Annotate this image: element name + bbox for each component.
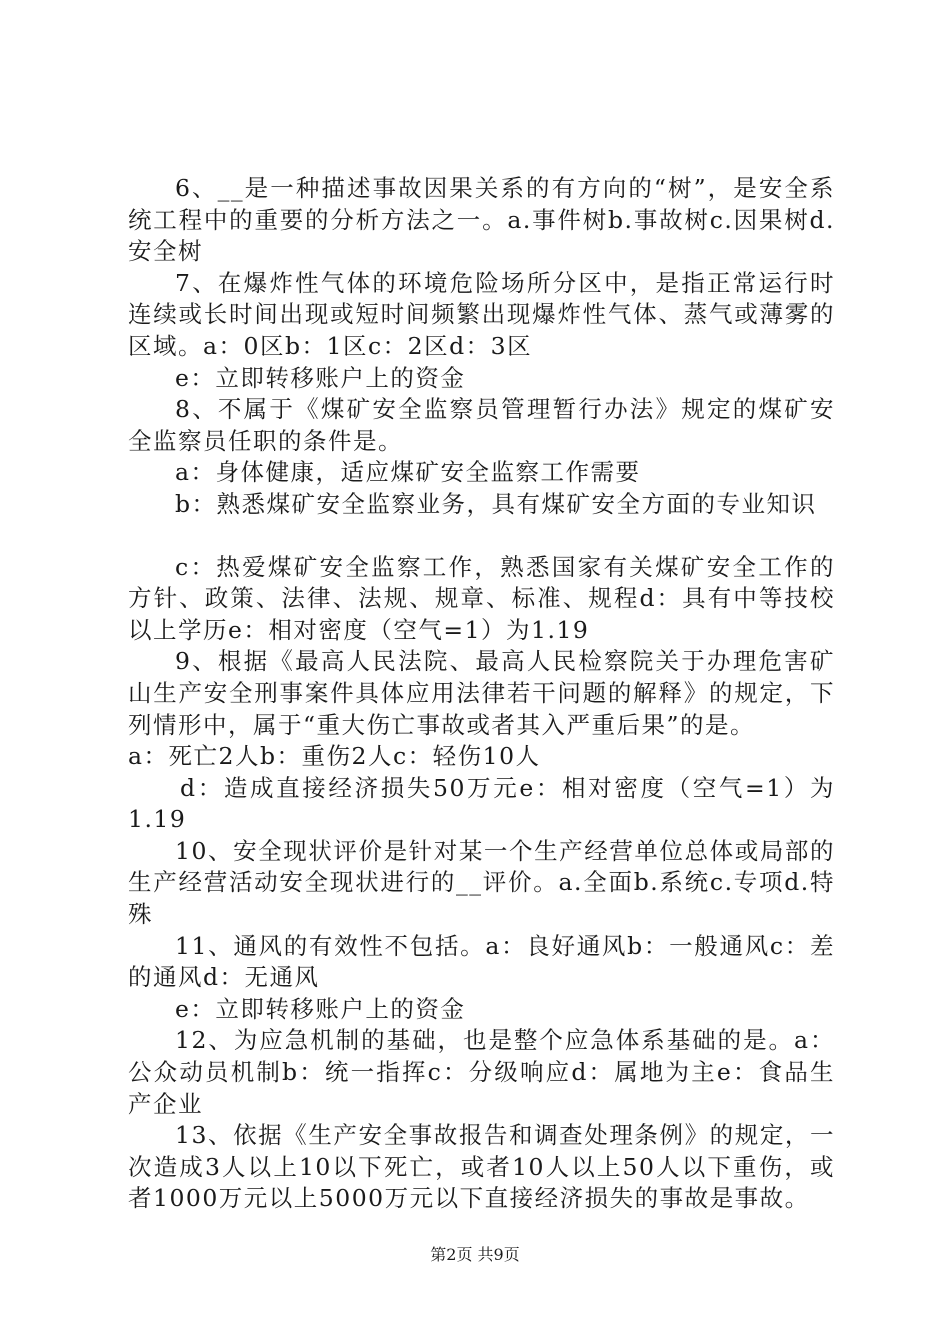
- page-footer: 第2页 共9页: [430, 1245, 520, 1264]
- question-7: 7、在爆炸性气体的环境危险场所分区中，是指正常运行时连续或长时间出现或短时间频繁出现爆炸性气体、蒸气或薄雾的区域。a：0区b：1区c：2区d：3区: [128, 268, 835, 360]
- question-9: 9、根据《最高人民法院、最高人民检察院关于办理危害矿山生产安全刑事案件具体应用法律若干问题的解释》的规定，下列情形中，属于“重大伤亡事故或者其入严重后果”的是。: [128, 647, 835, 739]
- document-body: [128, 173, 835, 1215]
- question-8-option-b: b：熟悉煤矿安全监察业务，具有煤矿安全方面的专业知识: [175, 489, 817, 518]
- question-6: 6、__是一种描述事故因果关系的有方向的“树”，是安全系统工程中的重要的分析方法之一。a.事件树b.事故树c.因果树d.安全树: [128, 174, 835, 266]
- question-9-options-de: d：造成直接经济损失50万元e：相对密度（空气=1）为1.19: [128, 773, 835, 834]
- question-8-option-c: c：热爱煤矿安全监察工作，熟悉国家有关煤矿安全工作的方针、政策、法律、法规、规章、标准、规程d：具有中等技校以上学历e：相对密度（空气=1）为1.19: [128, 552, 835, 644]
- question-8-option-a: a：身体健康，适应煤矿安全监察工作需要: [175, 458, 641, 487]
- question-13: 13、依据《生产安全事故报告和调查处理条例》的规定，一次造成3人以上10以下死亡，或者10人以上50人以下重伤，或者1000万元以上5000万元以下直接经济损失的事故是事故。: [128, 1121, 835, 1213]
- question-11: 11、通风的有效性不包括。a：良好通风b：一般通风c：差的通风d：无通风: [128, 931, 835, 992]
- question-11-option-e: e：立即转移账户上的资金: [175, 994, 466, 1023]
- question-10: 10、安全现状评价是针对某一个生产经营单位总体或局部的生产经营活动安全现状进行的__评价。a.全面b.系统c.专项d.特殊: [128, 836, 835, 929]
- question-8: 8、不属于《煤矿安全监察员管理暂行办法》规定的煤矿安全监察员任职的条件是。: [128, 395, 835, 455]
- paragraph-gap: [128, 521, 835, 552]
- question-12: 12、为应急机制的基础，也是整个应急体系基础的是。a：公众动员机制b：统一指挥c：分级响应d：属地为主e：食品生产企业: [128, 1026, 835, 1118]
- question-7-option-e: e：立即转移账户上的资金: [175, 363, 466, 392]
- question-9-options-abc: a：死亡2人b：重伤2人c：轻伤10人: [128, 742, 541, 771]
